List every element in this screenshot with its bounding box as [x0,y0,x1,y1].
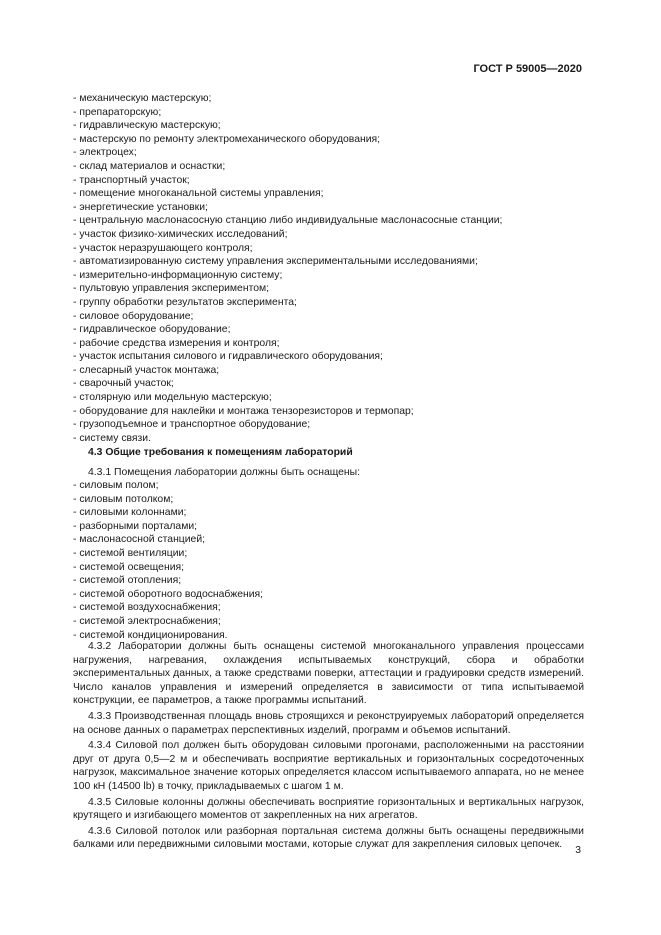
list-item: - мастерскую по ремонту электромеханического оборудования; [73,133,593,147]
list-item: - рабочие средства измерения и контроля; [73,337,593,351]
list-item: - системой кондиционирования. [73,629,593,643]
clause-paragraph: 4.3.2 Лаборатории должны быть оснащены системой многоканального управления процессами нагружения, нагревания, охлаждения испытываемых конструкций, сбора и обработки экспериментальных данных, а также средствами поверки, аттестации и градуировки средств измерений. Число каналов управления и измерений определяется в зависимости от типа испытываемой конструкции, ее параметров, а также программы испытаний. [73,641,584,707]
list-item: - автоматизированную систему управления экспериментальными исследованиями; [73,255,593,269]
list-item: - системой воздухоснабжения; [73,601,593,615]
clause-paragraph: 4.3.4 Силовой пол должен быть оборудован силовыми прогонами, расположенными на расстоянии друг от друга 0,5—2 м и обеспечивать восприятие вертикальных и горизонтальных сосредоточенных нагрузок, максимальное значение которых определяется классом испытываемого аппарата, но не менее 100 кН (14500 lb) в точку, прикладываемых с шагом 1 м. [73,740,584,792]
list-item: - центральную маслонасосную станцию либо индивидуальные маслонасосные станции; [73,214,593,228]
list-item: - транспортный участок; [73,174,593,188]
list-item: - силовое оборудование; [73,310,593,324]
list-item: - системой освещения; [73,561,593,575]
list-item: - слесарный участок монтажа; [73,364,593,378]
page-number: 3 [575,845,581,856]
list-item: - силовым полом; [73,479,593,493]
list-item: - столярную или модельную мастерскую; [73,391,593,405]
list-item: - препараторскую; [73,106,593,120]
clauses-body [73,640,584,854]
list-item: - системой отопления; [73,574,593,588]
list-item: - механическую мастерскую; [73,92,593,106]
list-item: - участок неразрушающего контроля; [73,242,593,256]
list-item: - измерительно-информационную систему; [73,269,593,283]
list-item: - электроцех; [73,146,593,160]
list-item: - гидравлическую мастерскую; [73,119,593,133]
list-item: - силовым потолком; [73,493,593,507]
list-item: - системой электроснабжения; [73,615,593,629]
list-item: - пультовую управления экспериментом; [73,282,593,296]
list-item: - энергетические установки; [73,201,593,215]
clause-paragraph: 4.3.6 Силовой потолок или разборная портальная система должны быть оснащены передвижными балками или передвижными силовыми мостами, которые служат для закрепления силовых цепочек. [73,825,584,851]
list-item: - системой оборотного водоснабжения; [73,588,593,602]
clause-paragraph: 4.3.3 Производственная площадь вновь строящихся и реконструируемых лабораторий определяется на основе данных о параметрах перспективных изделий, программ и объемов испытаний. [73,710,584,736]
list-item: - грузоподъемное и транспортное оборудование; [73,418,593,432]
list-item: - силовыми колоннами; [73,506,593,520]
clause-paragraph: 4.3.5 Силовые колонны должны обеспечивать восприятие горизонтальных и вертикальных нагрузок, крутящего и изгибающего моментов от закрепленных на них агрегатов. [73,796,584,822]
list-item: - маслонасосной станцией; [73,533,593,547]
list-item: - системой вентиляции; [73,547,593,561]
premises-list [73,92,593,445]
list-item: - участок физико-химических исследований; [73,228,593,242]
clause-4-3-1: 4.3.1 Помещения лаборатории должны быть оснащены: [88,467,361,478]
list-item: - участок испытания силового и гидравлического оборудования; [73,350,593,364]
list-item: - оборудование для наклейки и монтажа тензорезисторов и термопар; [73,405,593,419]
section-title: 4.3 Общие требования к помещениям лабораторий [88,447,353,458]
list-item: - помещение многоканальной системы управления; [73,187,593,201]
list-item: - гидравлическое оборудование; [73,323,593,337]
list-item: - группу обработки результатов эксперимента; [73,296,593,310]
list-item: - разборными порталами; [73,520,593,534]
list-item: - склад материалов и оснастки; [73,160,593,174]
list-item: - систему связи. [73,432,593,446]
document-id-header: ГОСТ Р 59005—2020 [473,63,582,75]
equipment-list [73,479,593,642]
list-item: - сварочный участок; [73,377,593,391]
